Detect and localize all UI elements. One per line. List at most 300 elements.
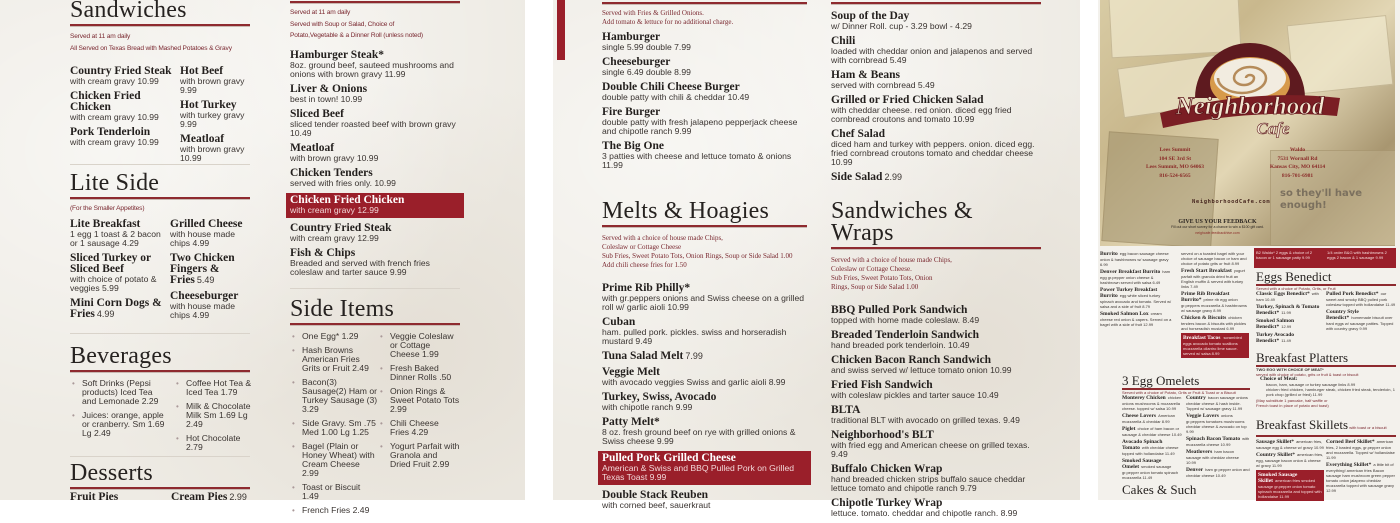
item-name-row (602, 351, 807, 362)
menu-item (180, 66, 256, 95)
item-desc: onions gr.peppers tomatoes mushrooms cheddar cheese & avocado on top 9.99 (1186, 413, 1247, 434)
item-name: Double Chili Cheese Burger (602, 81, 740, 93)
item-name: Fresh Start Breakfast (1181, 268, 1232, 274)
item-name: Denver Breakfast Burrito (1100, 269, 1161, 275)
item-desc: ham gr.pepper onion and cheddar cheese 10.49 (1186, 467, 1250, 478)
website-link[interactable]: NeighborhoodCafe.com (1192, 199, 1271, 205)
item-name-row (290, 109, 460, 120)
menu-item (831, 464, 1041, 493)
featured-text: 1/4 order B&G with hashbrowns 2 eggs 2 bacon & 1 sausage 9.99 (1327, 250, 1387, 260)
feedback-url[interactable]: neighcafe.feedbackhive.com (1195, 231, 1240, 235)
item-name-row (290, 84, 460, 95)
section-note: Served with a choice of house made Chips, (831, 256, 952, 264)
item-desc: 8 oz. fresh ground beef on rye with grilled onions & Swiss cheese 9.99 (602, 427, 796, 446)
item-desc: with gr.peppers onions and Swiss cheese on a grilled roll w/ garlic aioli 10.99 (602, 293, 805, 312)
item-name: Classic Eggs Benedict* (1256, 291, 1310, 297)
menu-item (1326, 462, 1396, 493)
item-name: Chicken Fried Chicken (290, 193, 405, 206)
item-name: Veggie Melt (602, 366, 661, 378)
item-price: 7.99 (685, 351, 703, 361)
item-name: Smoked Salmon Benedict* (1256, 318, 1295, 330)
item-desc: 11.49 (1281, 338, 1291, 343)
bullet-item: • Milk & Chocolate Milk Sm 1.69 Lg 2.49 (174, 402, 256, 429)
section-title: Lite Side (70, 170, 160, 196)
menu-item (831, 430, 1041, 459)
item-desc: served with fries only. 10.99 (290, 177, 396, 188)
menu-item (602, 392, 807, 412)
section-note: with toast or a biscuit (1349, 425, 1387, 430)
section-note: Served with a choice of house made Chips, (602, 234, 723, 242)
menu-item (180, 134, 256, 163)
bullet-item: • Juices: orange, apple or cranberry. Sm 1.69 Lg 2.49 (70, 411, 168, 438)
item-name: Cuban (602, 316, 636, 328)
menu-item (70, 492, 165, 503)
menu-item (602, 417, 807, 446)
menu-item (1186, 413, 1250, 434)
item-desc: 8oz. ground beef, sauteed mushrooms and onions with brown gravy 11.99 (290, 59, 454, 79)
item-name: Country (1186, 395, 1206, 401)
item-name: Double Stack Reuben (602, 489, 709, 501)
item-name-row (70, 492, 165, 503)
menu-item (602, 351, 807, 362)
item-name: Chili (831, 35, 856, 47)
item-name: Pulled Pork Grilled Cheese (602, 452, 736, 464)
item-name: Smoked Sausage Skillet (1258, 472, 1298, 484)
section-note: Potato,Vegetable & a Dinner Roll (unless noted) (290, 32, 423, 39)
item-desc: prime rib egg onion gr.peppers mozzarella & hashbrowns w/ sausage gravy 8.99 (1181, 297, 1247, 313)
item-desc: American & Swiss and BBQ Pulled Pork on Grilled Texas Toast 9.99 (602, 463, 795, 482)
menu-item (1256, 452, 1324, 468)
menu-item (170, 291, 256, 320)
item-desc: cream cheese red onion & capers. Served on a bagel with a side of fruit 12.99 (1100, 311, 1172, 327)
title-rule (70, 24, 250, 27)
feedback-title: GIVE US YOUR FEEDBACK (1178, 219, 1257, 225)
menu-item (1326, 439, 1396, 460)
item-name: Mini Corn Dogs & Fries (70, 296, 162, 320)
section-note: Served at 11 am daily (290, 9, 351, 16)
item-name: The Big One (602, 140, 664, 152)
menu-item (602, 490, 807, 510)
item-desc: bacon sausage onions cheddar cheese & hash inside. Topped w/ sausage gravy 11.99 (1186, 395, 1248, 411)
item-name: Smoked Sausage Omelet (1122, 458, 1162, 470)
item-desc: with brown gravy 10.99 (290, 152, 379, 163)
item-name: Chef Salad (831, 128, 885, 140)
item-name: Breaded Tenderloin Sandwich (831, 329, 980, 341)
item-desc: with fried egg and American cheese on grilled texas. 9.49 (831, 440, 1030, 459)
item-name: Chicken Fried Chicken (70, 90, 141, 113)
menu-item (70, 219, 164, 248)
title-rule (70, 370, 250, 373)
title-rule (290, 1, 460, 4)
menu-item (831, 129, 1041, 167)
section-note: (May substitute 1 pancake, half waffle or French toast in place of potato and toast) (1256, 398, 1329, 408)
menu-item (1122, 439, 1184, 456)
item-name: Meatloaf (180, 133, 225, 145)
menu-item (831, 95, 1041, 124)
menu-item (831, 172, 1041, 183)
section-title: Eggs Benedict (1256, 269, 1332, 284)
location-street: 7531 Wornall Rd (1277, 155, 1318, 162)
location-name: Lees Summit (1159, 147, 1191, 153)
section-lite-side (70, 172, 250, 325)
menu-item (602, 107, 807, 136)
section-title: Melts & Hoagies (602, 198, 769, 224)
poster-text: so they'll have enough! (1280, 188, 1363, 211)
item-desc: with cheddar cheese. red onion. diced egg fried cornbread croutons and tomato 10.99 (831, 105, 1012, 124)
item-name-row (170, 253, 256, 286)
item-name: Hamburger Steak* (290, 48, 385, 61)
menu-item (602, 367, 807, 387)
item-desc: 3 patties with cheese and lettuce tomato & onions 11.99 (602, 151, 792, 170)
item-name: Country Style Benedict* (1326, 309, 1359, 321)
location-city: Lees Summit, MO 64063 (1145, 164, 1205, 170)
item-desc: 11.99 (1281, 310, 1291, 315)
section-note: Add tomato & lettuce for no additional charge. (602, 18, 734, 26)
item-desc: yogurt parfait with granola dried fruit an English muffin & served with turkey links 7.49 (1181, 268, 1245, 289)
bullet-item: • Coffee Hot Tea & Iced Tea 1.79 (174, 379, 256, 397)
section-breakfast-platters (1256, 351, 1396, 408)
menu-item (180, 100, 256, 129)
item-desc: single 5.99 double 7.99 (602, 42, 691, 52)
item-name: Chicken & Biscuits (1181, 315, 1227, 321)
item-name: Cheeseburger (170, 289, 239, 302)
section-note: Rings, Soup or Side Salad 1.00 (831, 283, 919, 291)
item-name-row (290, 168, 460, 179)
item-desc: with chipotle ranch 9.99 (602, 402, 693, 412)
item-name-row (171, 492, 256, 503)
section-note: (For the Smaller Appetites) (70, 205, 145, 212)
item-name: BBQ Pulled Pork Sandwich (831, 304, 968, 316)
item-desc: egg bacon sausage cheese onion & hashbrowns w/ sausage gravy 6.99 (1100, 251, 1169, 267)
item-desc: choice of ham bacon or sausage & cheddar cheese 10.49 (1122, 426, 1182, 437)
meat-option: bacon, ham, sausage or turkey sausage links 8.99 (1266, 382, 1356, 387)
item-desc: a little bit of everything! american fries Bacon sausage ham mushroom green pepper tomato onion jalapeno cheddar mozzarella topped with sausage gravy 12.99 (1326, 462, 1395, 493)
item-name: Grilled or Fried Chicken Salad (831, 94, 984, 106)
item-name: Chicken Tenders (290, 166, 373, 179)
item-price: 2.99 (884, 172, 902, 182)
item-desc: diced ham and turkey with peppers. onion. diced egg. fried cornbread croutons tomato and cheddar cheese 10.99 (831, 139, 1035, 167)
menu-item (290, 248, 460, 277)
menu-item (290, 84, 460, 104)
item-desc: chicken onions mushrooms & mozzarella cheese. topped w/ salsa 10.99 (1122, 395, 1182, 411)
item-name: Cheese Lovers (1122, 413, 1157, 419)
divider (70, 456, 250, 457)
section-title: Desserts (70, 460, 153, 486)
bullet-item: • Yogurt Parfait with Granola and Dried Fruit 2.99 (378, 442, 460, 469)
divider (70, 333, 250, 334)
menu-item (1326, 309, 1396, 331)
item-name: Liver & Onions (290, 82, 368, 95)
item-name: Lite Breakfast (70, 217, 141, 230)
featured-text: B2 Waldo* 2 eggs & choice of 2 bacon or 1 sausage patty 9.99 (1256, 250, 1313, 260)
menu-item (1122, 426, 1184, 437)
cover-photo (1100, 0, 1395, 246)
location-city: Kansas City, MO 64114 (1269, 164, 1326, 170)
section-note: Sub Fries, Sweet Potato Tots, Onion Rings, Soup or Side Salad 1.00 (602, 252, 793, 260)
item-name-row (70, 253, 164, 275)
title-rule (70, 487, 250, 490)
svg-text:Neighborhood: Neighborhood (1175, 93, 1325, 120)
item-desc: hand breaded chicken strips buffalo sauce cheddar lettuce tomato and chipotle ranch 9.79 (831, 474, 1026, 493)
menu-item (602, 82, 807, 102)
platter-subtitle: TWO EGG WITH CHOICE OF MEAT* (1256, 367, 1324, 372)
item-desc: traditional BLT with avocado on grilled texas. 9.49 (831, 415, 1020, 425)
menu-item (1256, 318, 1324, 330)
item-name: Cream Pies (171, 491, 228, 503)
item-desc: with cream gravy 10.99 (70, 112, 159, 122)
menu-item (831, 11, 1041, 31)
item-desc: with mozzarella cheese 10.99 (1186, 436, 1250, 447)
section-sandwiches-wraps (831, 200, 1041, 523)
section-title: Side Items (290, 296, 394, 322)
item-name: Spinach Bacon Tomato (1186, 436, 1241, 442)
item-name: Hot Beef (180, 65, 224, 77)
section-eggs-benedict (1256, 270, 1396, 346)
title-rule (831, 2, 1041, 5)
item-desc: with cream gravy 10.99 (70, 76, 159, 86)
section-melts-hoagies (602, 200, 807, 515)
item-desc: hand breaded pork tenderloin. 10.49 (831, 340, 970, 350)
location-name: Waldo (1289, 147, 1306, 153)
item-desc: homemade biscuit over hard eggs w/ sausage patties. Topped with country gravy 9.99 (1326, 315, 1394, 331)
menu-item (290, 168, 460, 188)
item-name: Turkey, Spinach & Tomato Benedict* (1256, 304, 1320, 316)
section-note: Served with a choice of Potato, Grits, or Fruit (1256, 286, 1336, 291)
item-desc: with avocado veggies Swiss and garlic aioli 8.99 (602, 377, 786, 387)
menu-item (602, 317, 807, 346)
item-desc: best in town! 10.99 (290, 93, 363, 104)
item-name-row (70, 298, 164, 320)
menu-item (1100, 287, 1174, 309)
item-name: Pork Tenderloin (70, 126, 151, 138)
menu-item (290, 143, 460, 163)
section-breakfast-skillets (1256, 418, 1396, 503)
title-rule (602, 225, 807, 228)
section-title: 3 Egg Omelets (1122, 373, 1200, 388)
breakfast-tacos-featured (1181, 333, 1249, 358)
item-desc: and swiss served w/ lettuce tomato onion 10.99 (831, 365, 1012, 375)
item-desc: with cream gravy 12.99 (290, 204, 379, 215)
item-desc: served on a toasted bagel with your choice of sausage bacon or ham and choice of potato grits or fruit 8.99 (1181, 251, 1247, 266)
bullet-item: • Toast or Biscuit 1.49 (290, 483, 378, 501)
item-name: Ham & Beans (831, 69, 900, 81)
bullet-item: • One Egg* 1.29 (290, 332, 378, 341)
menu-item (70, 66, 174, 86)
item-desc: loaded with cheddar onion and jalapenos and served with cornbread 5.49 (831, 46, 1033, 65)
menu-item (602, 283, 807, 312)
section-sandwiches (70, 0, 250, 168)
section-note: Served with a choice of Potato, Grits or Fruit & Toast or a Biscuit (1122, 390, 1236, 395)
item-desc: served with cornbread 5.49 (831, 80, 935, 90)
item-name-row (831, 172, 1041, 183)
item-name: Fried Fish Sandwich (831, 379, 933, 391)
feedback-block (1160, 219, 1275, 235)
item-desc: with brown gravy 10.99 (180, 144, 245, 163)
item-name: Meatloaf (290, 141, 335, 154)
item-name: Power Turkey Breakfast Burrito (1100, 287, 1158, 299)
title-rule (831, 247, 1041, 250)
section-title: Breakfast Platters (1256, 350, 1349, 365)
bullet-item: • Onion Rings & Sweet Potato Tots 2.99 (378, 387, 460, 414)
menu-item (70, 127, 174, 147)
item-name-row (70, 219, 164, 230)
menu-item (1100, 251, 1174, 267)
menu-item (1122, 395, 1184, 411)
menu-item (1181, 315, 1249, 331)
menu-item (1122, 458, 1184, 480)
menu-item (70, 91, 174, 122)
item-name: Neighborhood's BLT (831, 429, 934, 441)
menu-item (1256, 304, 1324, 316)
item-name: Meatlovers (1186, 449, 1213, 455)
section-note: Served with Soup or Salad, Choice of (290, 20, 395, 28)
menu-item (602, 57, 807, 77)
title-rule (290, 323, 460, 326)
item-desc: with ham 10.49 (1256, 291, 1319, 302)
section-title: Breakfast Skillets (1256, 417, 1349, 432)
item-desc: our sweet and smoky BBQ pulled pork coleslaw topped with hollandaise 11.49 (1326, 291, 1396, 307)
section-title: Sandwiches (70, 0, 187, 23)
menu-item (1256, 439, 1324, 450)
item-price: 5.49 (196, 274, 215, 285)
item-desc: egg white sliced turkey spinach avocado and tomato. Served w/ salsa and a side of fruit 8.79 (1100, 293, 1172, 309)
item-name: Side Salad (831, 171, 883, 183)
item-desc: american fries, egg, sausage bacon onion & cheese w/ gravy 11.99 (1256, 452, 1324, 468)
menu-item (1186, 467, 1250, 478)
menu-item (1326, 291, 1396, 307)
item-desc: american fries, 2 basted eggs, gr.pepper onion and mozzarella. Topped w/ hollandaise 11.99 (1326, 439, 1395, 460)
menu-item (1100, 269, 1174, 285)
item-name: Two Chicken Fingers & Fries (170, 251, 235, 286)
location-lees-summit (1135, 146, 1215, 180)
item-name: Sliced Beef (290, 107, 344, 120)
section-title: Beverages (70, 343, 172, 369)
item-desc: double patty with fresh jalapeno pepperjack cheese and chipotle ranch 9.99 (602, 117, 798, 136)
menu-item (1186, 436, 1250, 447)
item-desc: sliced tender roasted beef with brown gravy 10.49 (290, 118, 456, 138)
item-desc: ham bacon sausage with cheddar cheese 10.99 (1186, 449, 1239, 465)
waldo-featured-box (1254, 248, 1396, 268)
section-beverages (70, 345, 250, 457)
item-name: Pulled Pork Benedict* (1326, 291, 1379, 297)
item-name: Avocado Spinach Tomato (1122, 439, 1163, 451)
menu-item (1256, 291, 1324, 302)
item-desc: with cream gravy 10.99 (70, 137, 159, 147)
item-name-row (170, 291, 256, 302)
item-desc: 12.99 (1281, 324, 1292, 329)
item-name: Hot Turkey (180, 99, 237, 111)
menu-item (1256, 470, 1324, 501)
item-desc: lettuce. tomato. cheddar and chipotle ranch. 8.99 (831, 508, 1018, 518)
menu-item (1186, 395, 1250, 411)
item-name-row (290, 248, 460, 259)
item-name: Fruit Pies (70, 491, 119, 503)
menu-item (831, 355, 1041, 375)
item-name-row (290, 223, 460, 234)
item-name-row (70, 91, 174, 113)
item-name-row (290, 143, 460, 154)
item-name: Breakfast Tacos (1183, 335, 1221, 341)
item-name: Country Skillet* (1256, 452, 1295, 458)
section-dinners (290, 0, 460, 282)
item-desc: with house made chips 4.99 (170, 300, 235, 320)
item-name: Grilled Cheese (170, 217, 243, 230)
item-desc: american fries smoked sausage gr.pepper onion tomato spinach mozzarella and topped with hollandaise 11.99 (1258, 478, 1322, 499)
item-desc: with turkey gravy 9.99 (180, 110, 245, 129)
title-rule (602, 2, 807, 5)
menu-item (831, 305, 1041, 325)
item-name-row (290, 195, 460, 206)
neighborhood-cafe-logo (1155, 28, 1345, 138)
accent-bar (557, 0, 565, 60)
item-name: Country Fried Steak (290, 221, 392, 234)
bullet-item: • Soft Drinks (Pepsi products) Iced Tea and Lemonade 2.29 (70, 379, 168, 406)
item-name: Country Fried Steak (70, 65, 172, 77)
menu-item (170, 219, 256, 248)
menu-item (1181, 251, 1249, 266)
item-name: Everything Skillet* (1326, 462, 1372, 468)
menu-item (290, 50, 460, 79)
menu-item (831, 330, 1041, 350)
menu-item (831, 380, 1041, 400)
bullet-item: • Bagel (Plain or Honey Wheat) with Cream Cheese 2.99 (290, 442, 378, 478)
item-name: Chicken Bacon Ranch Sandwich (831, 354, 992, 366)
menu-item (1181, 291, 1249, 313)
item-name: Turkey, Swiss, Avocado (602, 391, 717, 403)
bullet-item: • French Fries 2.49 (290, 506, 378, 515)
item-desc: with choice of potato & veggies 5.99 (70, 273, 157, 293)
menu-item (602, 141, 807, 170)
item-desc: topped with home made coleslaw. 8.49 (831, 315, 980, 325)
breakfast-col-1 (1100, 251, 1174, 329)
item-desc: american fries, sausage egg & cheese w/ gravy 10.99 (1256, 439, 1324, 450)
bullet-item: • Bacon(3) Sausage(2) Ham or Turkey Sausage (3) 3.29 (290, 378, 378, 414)
item-price: 4.99 (96, 308, 115, 319)
item-desc: w/ Dinner Roll. cup - 3.29 bowl - 4.29 (831, 21, 972, 31)
item-name: Soup of the Day (831, 10, 910, 22)
item-desc: ham. pulled pork. pickles. swiss and horseradish mustard 9.49 (602, 327, 787, 346)
item-desc: scrambled eggs avocado tomato scallions mozzarella cilantro lime sauce. served w/ salsa 8.99 (1183, 335, 1242, 356)
item-desc: 1 egg 1 toast & 2 bacon or 1 sausage 4.29 (70, 228, 161, 248)
menu-item (170, 253, 256, 286)
item-name: Prime Rib Philly* (602, 282, 691, 294)
featured-menu-item (598, 451, 811, 485)
menu-item (171, 492, 256, 503)
item-name: Piglet (1122, 426, 1136, 432)
section-note: served with choice of potato, grits or fruit & toast or biscuit (1256, 372, 1359, 377)
item-desc: double patty with chili & cheddar 10.49 (602, 92, 750, 102)
svg-text:Cafe: Cafe (1256, 119, 1290, 138)
menu-item (831, 498, 1041, 518)
section-omelets (1122, 374, 1250, 496)
menu-item (1122, 413, 1184, 424)
item-name: Burrito (1100, 251, 1118, 257)
section-burgers (602, 0, 807, 175)
location-phone: 816-701-6981 (1281, 172, 1314, 179)
item-desc: with corned beef, sauerkraut (602, 500, 711, 510)
bullet-item: • Fresh Baked Dinner Rolls .50 (378, 364, 460, 382)
menu-item (290, 223, 460, 243)
bullet-item: • Side Gravy. Sm .75 Med 1.00 Lg 1.25 (290, 419, 378, 437)
section-note: Add chili cheese fries for 1.50 (602, 261, 687, 269)
item-name: Smoked Salmon Lox (1100, 311, 1149, 317)
meat-title: Choice of Meat: (1260, 376, 1298, 382)
item-name: Sausage Skillet* (1256, 439, 1295, 445)
item-name: Cheeseburger (602, 56, 671, 68)
item-desc: with cheddar cheese topped with hollandaise 11.49 (1122, 445, 1179, 456)
bullet-item: • Veggie Coleslaw or Cottage Cheese 1.99 (378, 332, 460, 359)
item-name: Prime Rib Breakfast Burrito* (1181, 291, 1230, 303)
